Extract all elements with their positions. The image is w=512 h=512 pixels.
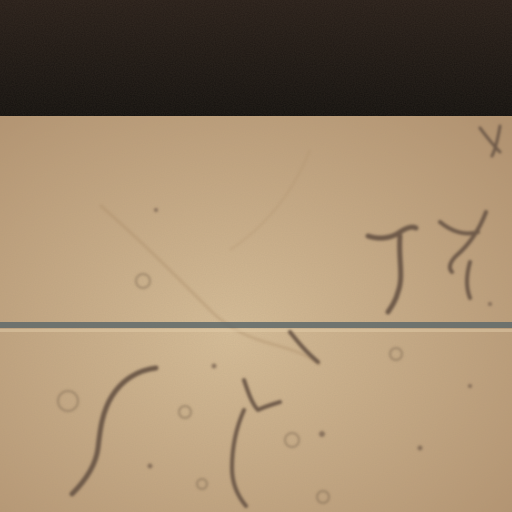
ink-dot: [212, 364, 217, 369]
ink-dot: [154, 208, 158, 212]
ruled-line: [0, 322, 512, 328]
ink-dot: [488, 302, 492, 306]
ink-dot: [148, 464, 153, 469]
ink-dot: [418, 446, 423, 451]
ruled-line-highlight: [0, 329, 512, 332]
ink-dot: [319, 431, 325, 437]
paper-grain: [0, 116, 512, 512]
ink-dot: [468, 384, 472, 388]
dark-band-grain: [0, 0, 512, 118]
